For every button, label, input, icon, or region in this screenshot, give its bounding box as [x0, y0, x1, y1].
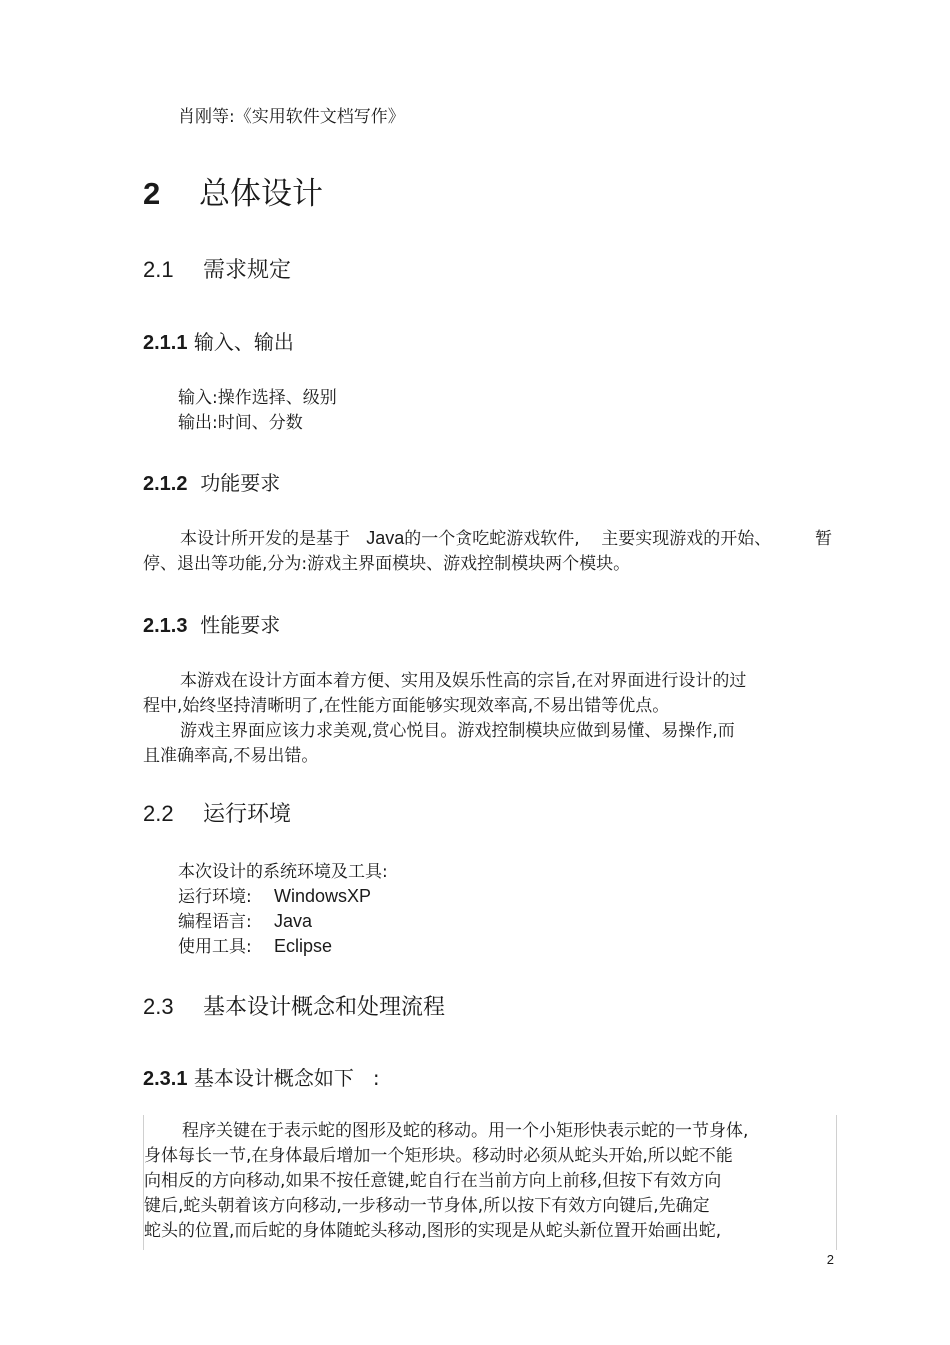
section-2-2-heading — [143, 797, 291, 828]
section-2-1-3-heading — [143, 609, 280, 638]
text-run: 本设计所开发的是基于 — [180, 529, 350, 549]
section-title: 运行环境 — [203, 802, 292, 827]
value: Eclipse — [274, 936, 333, 956]
chapter-title: 总体设计 — [199, 176, 323, 212]
reference-line: 肖刚等:《实用软件文档写作》 — [178, 107, 405, 127]
value: WindowsXP — [274, 886, 372, 906]
function-paragraph-line-1-end: 暂 — [815, 529, 832, 549]
section-2-1-1-heading — [143, 326, 294, 355]
section-number: 2.3.1 — [143, 1068, 188, 1090]
section-number: 2.1.1 — [143, 332, 188, 354]
chapter-number: 2 — [143, 176, 161, 211]
section-number: 2.2 — [143, 801, 174, 826]
concept-line-3: 向相反的方向移动,如果不按任意键,蛇自行在当前方向上前移,但按下有效方向 — [144, 1171, 722, 1191]
input-line: 输入:操作选择、级别 — [178, 388, 337, 408]
function-paragraph-line-2: 停、退出等功能,分为:游戏主界面模块、游戏控制模块两个模块。 — [143, 554, 631, 574]
design-concept-block — [143, 1115, 837, 1250]
section-title: 基本设计概念和处理流程 — [203, 995, 446, 1020]
performance-p1-line-1: 本游戏在设计方面本着方便、实用及娱乐性高的宗旨,在对界面进行设计的过 — [180, 671, 747, 691]
section-2-1-heading — [143, 253, 291, 284]
design-concept-paragraph — [144, 1119, 794, 1244]
text-run: 主要实现游戏的开始、 — [601, 529, 772, 549]
label: 编程语言: — [178, 912, 252, 932]
concept-line-1: 程序关键在于表示蛇的图形及蛇的移动。用一个小矩形快表示蛇的一节身体, — [182, 1121, 749, 1141]
section-2-3-heading — [143, 990, 445, 1021]
label: 运行环境: — [178, 887, 252, 907]
value: Java — [274, 911, 313, 931]
section-number: 2.1.2 — [143, 473, 188, 495]
performance-p2-line-1: 游戏主界面应该力求美观,赏心悦目。游戏控制模块应做到易懂、易操作,而 — [180, 721, 735, 741]
section-number: 2.1 — [143, 257, 174, 282]
section-number: 2.3 — [143, 994, 174, 1019]
text-run: 的一个贪吃蛇游戏软件, — [404, 529, 580, 549]
performance-p1-line-2: 程中,始终坚持清晰明了,在性能方面能够实现效率高,不易出错等优点。 — [143, 696, 670, 716]
section-number: 2.1.3 — [143, 615, 188, 637]
performance-p2-line-2: 且准确率高,不易出错。 — [143, 746, 319, 766]
section-title: 性能要求 — [200, 613, 281, 637]
environment-language — [178, 907, 312, 932]
page-number: 2 — [826, 1252, 834, 1267]
section-title: 功能要求 — [200, 471, 281, 495]
output-line: 输出:时间、分数 — [178, 413, 303, 433]
section-2-3-1-heading — [143, 1062, 380, 1091]
environment-intro: 本次设计的系统环境及工具: — [178, 862, 388, 882]
section-title: 基本设计概念如下 — [193, 1066, 354, 1090]
text-run-java: Java — [366, 528, 405, 548]
environment-tool — [178, 932, 332, 957]
function-paragraph-line-1 — [180, 524, 771, 549]
concept-line-2: 身体每长一节,在身体最后增加一个矩形块。移动时必须从蛇头开始,所以蛇不能 — [144, 1146, 733, 1166]
heading-colon: : — [372, 1066, 380, 1090]
chapter-heading — [143, 168, 323, 213]
concept-line-4: 键后,蛇头朝着该方向移动,一步移动一节身体,所以按下有效方向键后,先确定 — [144, 1196, 710, 1216]
environment-os — [178, 882, 371, 907]
section-2-1-2-heading — [143, 467, 280, 496]
concept-line-5: 蛇头的位置,而后蛇的身体随蛇头移动,图形的实现是从蛇头新位置开始画出蛇, — [144, 1221, 722, 1241]
label: 使用工具: — [178, 937, 252, 957]
section-title: 需求规定 — [203, 258, 292, 283]
section-title: 输入、输出 — [193, 330, 294, 354]
